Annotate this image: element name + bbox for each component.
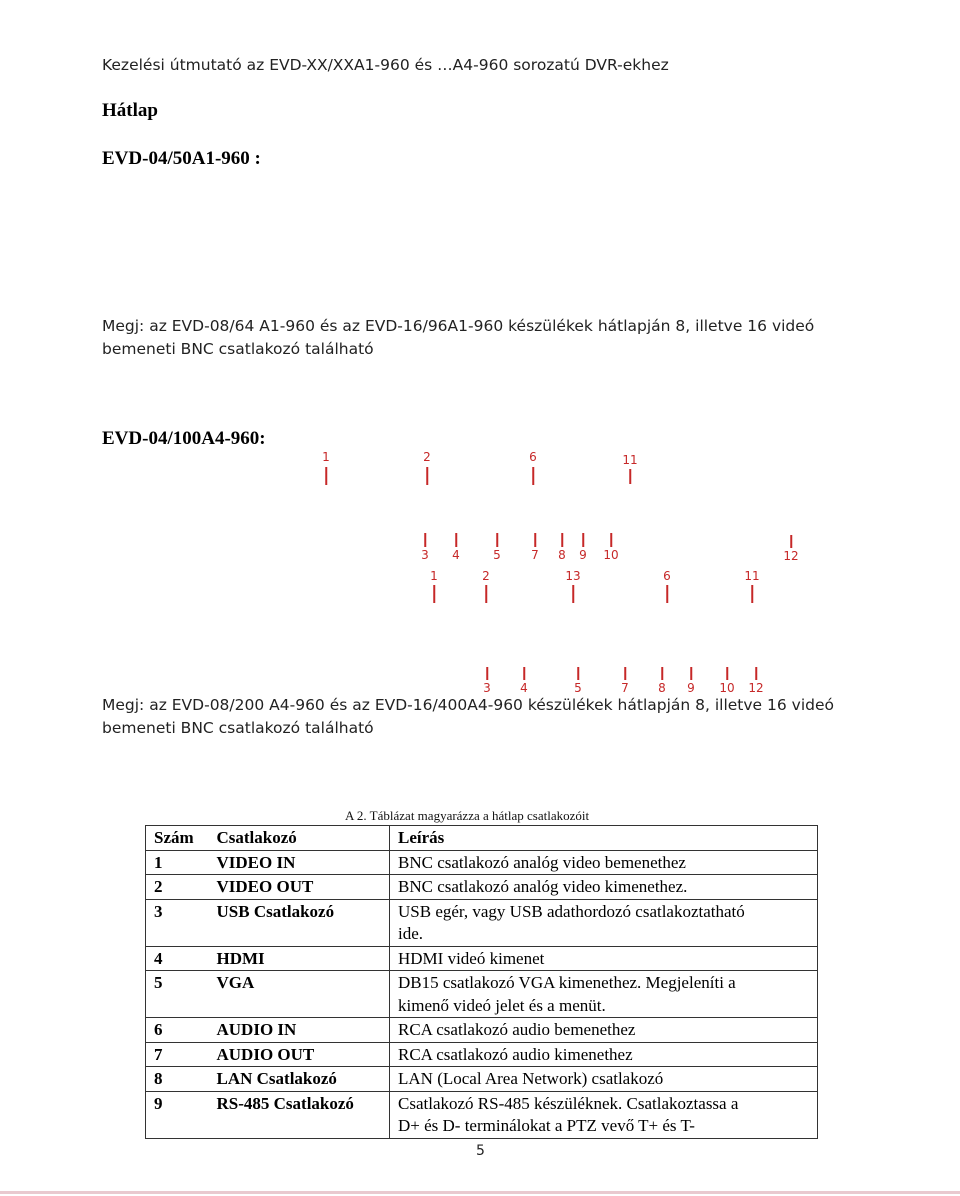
callout-tick — [751, 585, 753, 603]
note-2-line-1: Megj: az EVD-08/200 A4-960 és az EVD-16/400A4-960 készülékek hátlapján 8, illetve 16 videó — [102, 696, 835, 714]
description-line-1: RCA csatlakozó audio kimenethez — [398, 1044, 633, 1064]
note-2 — [102, 694, 834, 740]
header-connector: Csatlakozó — [209, 826, 390, 851]
description-line-2: kimenő videó jelet és a menüt. — [398, 995, 606, 1015]
row-connector: AUDIO OUT — [209, 1042, 390, 1067]
callout-label: 7 — [621, 681, 629, 695]
note-1-line-2: bemeneti BNC csatlakozó található — [102, 340, 374, 358]
callout-tick — [485, 585, 487, 603]
callout-label: 12 — [783, 549, 799, 563]
callout-label: 1 — [430, 569, 438, 583]
header-number: Szám — [146, 826, 209, 851]
table-row — [146, 1018, 818, 1043]
table-row — [146, 1067, 818, 1092]
callout-tick — [755, 667, 757, 680]
description-line-1: RCA csatlakozó audio bemenethez — [398, 1020, 636, 1039]
row-connector: VIDEO IN — [209, 850, 390, 875]
table-row — [146, 971, 818, 1018]
row-number: 7 — [146, 1042, 209, 1067]
note-1 — [102, 315, 814, 361]
callout-label: 13 — [565, 569, 581, 583]
table-row — [146, 1042, 818, 1067]
note-1-line-1: Megj: az EVD-08/64 A1-960 és az EVD-16/96A1-960 készülékek hátlapján 8, illetve 16 videó — [102, 317, 815, 335]
table-body — [146, 850, 818, 1138]
description-line-1: BNC csatlakozó analóg video kimenethez. — [398, 877, 688, 896]
table-caption: A 2. Táblázat magyarázza a hátlap csatlakozóit — [345, 808, 590, 823]
callout-tick — [523, 667, 525, 680]
description-line-1: HDMI videó kimenet — [398, 948, 545, 968]
connector-table — [145, 825, 818, 1139]
page-number: 5 — [476, 1143, 485, 1159]
note-2-line-2: bemeneti BNC csatlakozó található — [102, 719, 374, 737]
callout-label: 4 — [520, 681, 528, 695]
row-number: 1 — [146, 850, 209, 875]
callout-label: 7 — [531, 548, 539, 562]
callout-tick — [790, 535, 792, 548]
callout-tick — [424, 533, 426, 547]
callout-label: 4 — [452, 548, 460, 562]
row-description — [390, 971, 818, 1018]
callout-tick — [455, 533, 457, 547]
callout-tick — [496, 533, 498, 547]
description-line-1: BNC csatlakozó analóg video bemenethez — [398, 852, 686, 872]
callout-label: 12 — [748, 681, 764, 695]
callout-tick — [666, 585, 668, 603]
row-description — [390, 1018, 818, 1043]
description-line-2: D+ és D- terminálokat a PTZ vevő T+ és T- — [398, 1116, 695, 1135]
page-bottom-rule — [0, 1191, 960, 1194]
callout-tick — [690, 667, 692, 680]
callout-label: 6 — [663, 569, 671, 583]
row-description — [390, 875, 818, 900]
callout-label: 8 — [658, 681, 666, 695]
description-line-1: Csatlakozó RS-485 készüléknek. Csatlakoztassa a — [398, 1093, 739, 1113]
callout-label: 3 — [421, 548, 429, 562]
callout-label: 11 — [622, 453, 638, 467]
row-connector: LAN Csatlakozó — [209, 1067, 390, 1092]
callout-label: 2 — [423, 450, 431, 464]
callout-label: 9 — [579, 548, 587, 562]
callout-tick — [661, 667, 663, 680]
callout-tick — [624, 667, 626, 680]
row-number: 4 — [146, 946, 209, 971]
table-row — [146, 946, 818, 971]
callout-tick — [532, 467, 534, 485]
description-line-2: ide. — [398, 924, 424, 943]
callout-label: 10 — [719, 681, 735, 695]
row-connector: HDMI — [209, 946, 390, 971]
description-line-1: USB egér, vagy USB adathordozó csatlakoztatható — [398, 901, 745, 921]
callout-label: 10 — [603, 548, 619, 562]
callout-tick — [486, 667, 488, 680]
row-number: 3 — [146, 899, 209, 946]
callout-tick — [610, 533, 612, 547]
table-row — [146, 899, 818, 946]
callout-label: 6 — [529, 450, 537, 464]
callout-label: 2 — [482, 569, 490, 583]
callout-tick — [426, 467, 428, 485]
document-header: Kezelési útmutató az EVD-XX/XXA1-960 és …A4-960 sorozatú DVR-ekhez — [102, 56, 669, 74]
callout-tick — [325, 467, 327, 485]
row-number: 6 — [146, 1018, 209, 1043]
row-number: 2 — [146, 875, 209, 900]
model-title-1: EVD-04/50A1-960 : — [102, 148, 261, 169]
callout-tick — [629, 469, 631, 484]
row-number: 9 — [146, 1091, 209, 1138]
description-line-1: DB15 csatlakozó VGA kimenethez. Megjeleníti a — [398, 973, 736, 992]
callout-label: 5 — [574, 681, 582, 695]
table-row — [146, 850, 818, 875]
callout-tick — [582, 533, 584, 547]
row-description — [390, 899, 818, 946]
callout-label: 1 — [322, 450, 330, 464]
table-header-row — [146, 826, 818, 851]
row-description — [390, 1091, 818, 1138]
row-description — [390, 946, 818, 971]
row-description — [390, 850, 818, 875]
callout-tick — [577, 667, 579, 680]
row-connector: RS-485 Csatlakozó — [209, 1091, 390, 1138]
header-description: Leírás — [390, 826, 818, 851]
callout-tick — [561, 533, 563, 547]
callout-label: 8 — [558, 548, 566, 562]
row-number: 5 — [146, 971, 209, 1018]
callout-tick — [534, 533, 536, 547]
table-row — [146, 1091, 818, 1138]
description-line-1: LAN (Local Area Network) csatlakozó — [398, 1069, 664, 1088]
callout-tick — [572, 585, 574, 603]
row-connector: USB Csatlakozó — [209, 899, 390, 946]
row-number: 8 — [146, 1067, 209, 1092]
callout-label: 9 — [687, 681, 695, 695]
table-row — [146, 875, 818, 900]
model-title-2: EVD-04/100A4-960: — [102, 428, 266, 449]
callout-label: 5 — [493, 548, 501, 562]
row-connector: VIDEO OUT — [209, 875, 390, 900]
row-connector: VGA — [209, 971, 390, 1018]
row-description — [390, 1067, 818, 1092]
callout-label: 11 — [744, 569, 760, 583]
callout-tick — [726, 667, 728, 680]
callout-tick — [433, 585, 435, 603]
row-description — [390, 1042, 818, 1067]
section-title: Hátlap — [102, 100, 158, 121]
callout-label: 3 — [483, 681, 491, 695]
row-connector: AUDIO IN — [209, 1018, 390, 1043]
